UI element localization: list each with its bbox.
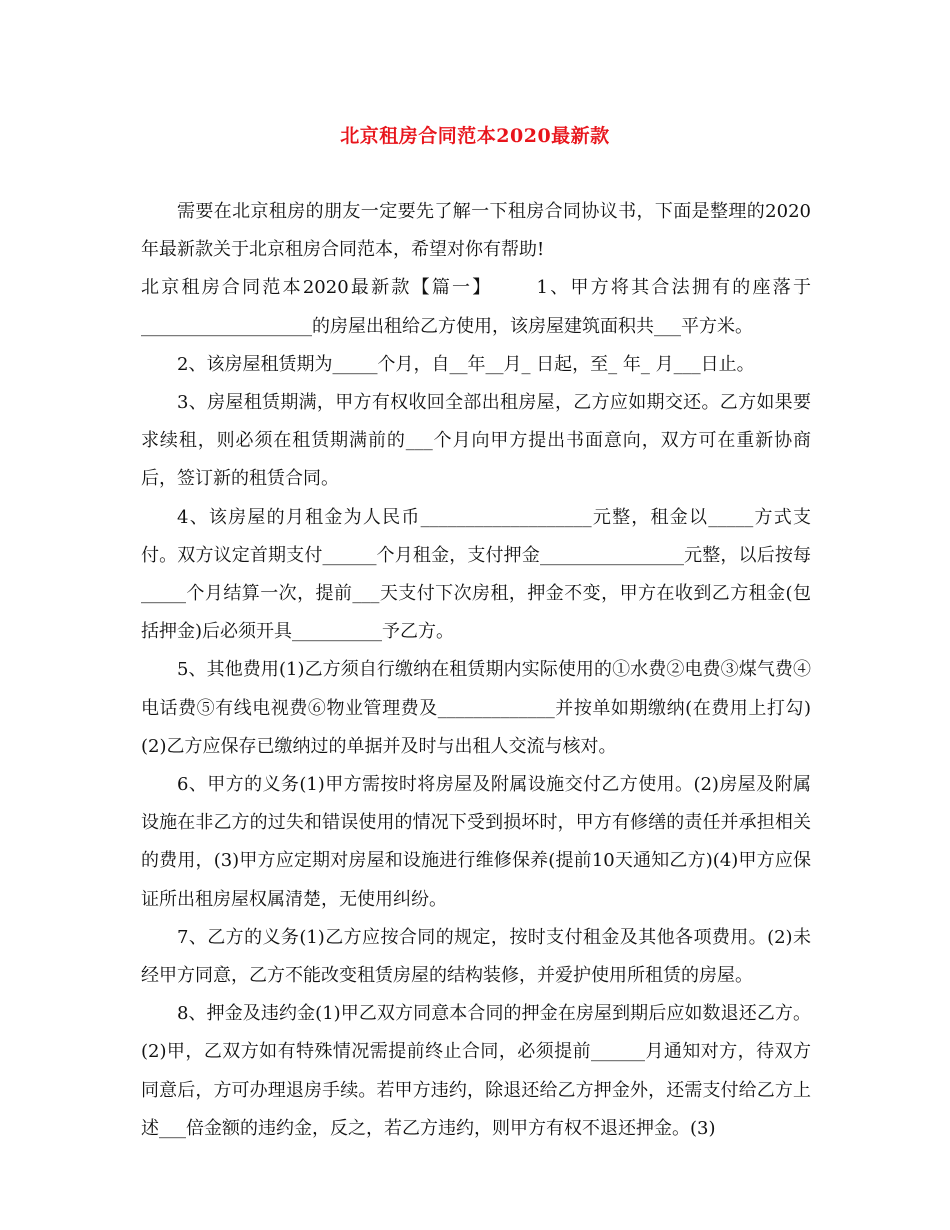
- clause-2: 2、该房屋租赁期为_____个月，自__年__月_ 日起，至_ 年_ 月___日止。: [177, 353, 755, 375]
- section-heading: 北京租房合同范本2020最新款【篇一】: [141, 277, 493, 299]
- clause-4: 4、该房屋的月租金为人民币___________________元整，租金以_____方式支付。双方议定首期支付______个月租金，支付押金________________元整，以后按每_____个月结算一次，提前___天支付下次房租，押金不变，甲方在收到乙方租金(包括押金)后必须开具__________予乙方。: [141, 506, 811, 643]
- document-title: 北京租房合同范本2020最新款: [340, 125, 610, 147]
- clause-5: 5、其他费用(1)乙方须自行缴纳在租赁期内实际使用的①水费②电费③煤气费④电话费⑤有线电视费⑥物业管理费及_____________并按单如期缴纳(在费用上打勾)(2)乙方应保存已缴纳过的单据并及时与出租人交流与核对。: [141, 659, 811, 757]
- clause-3: 3、房屋租赁期满，甲方有权收回全部出租房屋，乙方应如期交还。乙方如果要求续租，则必须在租赁期满前的___个月向甲方提出书面意向，双方可在重新协商后，签订新的租赁合同。: [141, 392, 811, 490]
- clause-8: 8、押金及违约金(1)甲乙双方同意本合同的押金在房屋到期后应如数退还乙方。(2)甲，乙双方如有特殊情况需提前终止合同，必须提前______月通知对方，待双方同意后，方可办理退房手续。若甲方违约，除退还给乙方押金外，还需支付给乙方上述___倍金额的违约金，反之，若乙方违约，则甲方有权不退还押金。(3): [141, 1003, 811, 1139]
- section-paragraph: [141, 269, 811, 345]
- clause-7: 7、乙方的义务(1)乙方应按合同的规定，按时支付租金及其他各项费用。(2)未经甲方同意，乙方不能改变租赁房屋的结构装修，并爱护使用所租赁的房屋。: [141, 926, 811, 987]
- intro-paragraph: 需要在北京租房的朋友一定要先了解一下租房合同协议书，下面是整理的2020年最新款关于北京租房合同范本，希望对你有帮助!: [141, 201, 811, 261]
- document-body: [141, 193, 811, 1148]
- clause-6: 6、甲方的义务(1)甲方需按时将房屋及附属设施交付乙方使用。(2)房屋及附属设施在非乙方的过失和错误使用的情况下受到损坏时，甲方有修缮的责任并承担相关的费用，(3)甲方应定期对房屋和设施进行维修保养(提前10天通知乙方)(4)甲方应保证所出租房屋权属清楚，无使用纠纷。: [141, 774, 811, 910]
- clause-1: 1、甲方将其合法拥有的座落于___________________的房屋出租给乙方使用，该房屋建筑面积共___平方米。: [141, 277, 812, 337]
